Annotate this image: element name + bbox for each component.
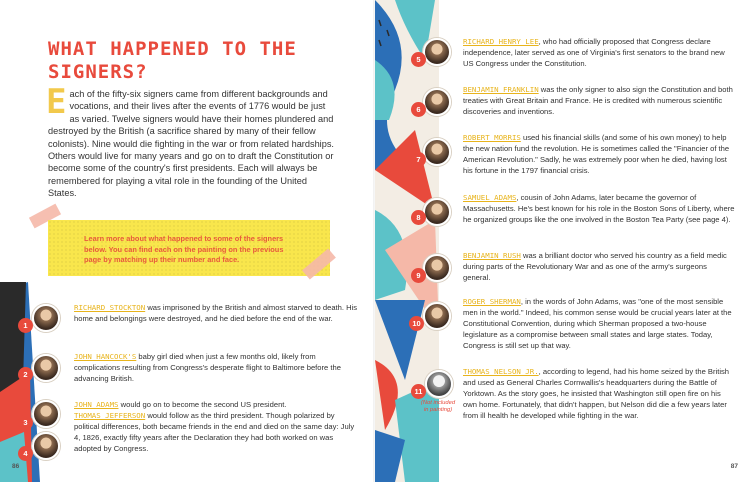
portrait <box>423 198 451 226</box>
number-badge: 3 <box>18 415 33 430</box>
signer-name: ROGER SHERMAN <box>463 297 521 306</box>
intro-text: ach of the fifty-six signers came from different backgrounds and vocations, and their lives after the events of 1776 would be just as varied. Twelve signers would have their homes plundered and destroyed by the British (a sacrifice shared by many of their fellow colonists). Nine would die fighting in the war or from related hardships. Others would live for many years and go on to draft the Constitution or become some of the country's first presidents. Each will always be remembered for playing a vital role in the founding of the United States. <box>48 89 334 199</box>
signer-name: THOMAS JEFFERSON <box>74 411 146 420</box>
signer-name: ROBERT MORRIS <box>463 133 521 142</box>
not-included-caption: (Not included in painting) <box>420 400 456 413</box>
entry-text: THOMAS NELSON JR., according to legend, had his home seized by the British and used as General Charles Cornwallis's headquarters during the Battle of Yorktown. As the story goes, he insisted that Washington still open fire on his own home. Fortunately, that didn't happen, but Nelson did die a few years later from ill health he developed while fighting in the war. <box>463 367 730 420</box>
portrait <box>423 302 451 330</box>
entry-text: RICHARD HENRY LEE, who had officially proposed that Congress declare independence, later served as one of Virginia's first senators to the brand new US Congress under the Constitution. <box>463 37 725 68</box>
signer-name: THOMAS NELSON JR. <box>463 367 539 376</box>
portrait <box>423 88 451 116</box>
entry-text: ROGER SHERMAN, in the words of John Adams, was "one of the most sensible men in the world." Indeed, his common sense would be crucial years later at the Constitutional Convention, during which Sherman proposed a two-house legislature as a compromise between small states and large states. Today, Congress is still set up that way. <box>463 297 732 350</box>
signer-name: BENJAMIN FRANKLIN <box>463 85 539 94</box>
right-page <box>375 0 750 482</box>
portrait <box>423 138 451 166</box>
entry-text: JOHN ADAMS would go on to become the second US president. THOMAS JEFFERSON would follow as the third president. Though polarized by political differences, both became friends in the end and died on the same day: July 4, 1826, exactly fifty years after the Declaration they had both worked on was adopted by Congress. <box>74 400 355 453</box>
page-title: WHAT HAPPENED TO THE SIGNERS? <box>48 38 297 83</box>
portrait <box>32 432 60 460</box>
number-badge: 4 <box>18 446 33 461</box>
entry-text: ROBERT MORRIS used his financial skills (and some of his own money) to help the new nation fund the revolution. He is sometimes called the "Financier of the American Revolution." Sadly, he was extremely poor when he died, having lost his fortune in the 1797 financial crisis. <box>463 133 730 175</box>
portrait <box>425 370 453 398</box>
portrait <box>32 304 60 332</box>
signer-name: JOHN HANCOCK'S <box>74 352 137 361</box>
page-number: 86 <box>12 463 20 470</box>
entry-text: BENJAMIN RUSH was a brilliant doctor who served his country as a field medic during parts of the Revolutionary War and as one of the army's surgeons general. <box>463 251 727 282</box>
number-badge: 2 <box>18 367 33 382</box>
signer-name: BENJAMIN RUSH <box>463 251 521 260</box>
signer-name: SAMUEL ADAMS <box>463 193 517 202</box>
drop-cap: E <box>46 82 67 122</box>
number-badge: 7 <box>411 152 426 167</box>
number-badge: 8 <box>411 210 426 225</box>
portrait <box>423 38 451 66</box>
portrait <box>32 400 60 428</box>
entry-text: SAMUEL ADAMS, cousin of John Adams, later became the governor of Massachusetts. He's best known for his role in the Boston Sons of Liberty, where he organized groups like the one involved in the Boston Tea Party (see page 4). <box>463 193 735 224</box>
info-note <box>48 220 330 276</box>
number-badge: 11 <box>411 384 426 399</box>
note-text: Learn more about what happened to some of the signers below. You can find each on the painting on the previous page by matching up their number and face. <box>84 234 284 264</box>
number-badge: 1 <box>18 318 33 333</box>
portrait <box>423 254 451 282</box>
number-badge: 9 <box>411 268 426 283</box>
signer-name: RICHARD STOCKTON <box>74 303 146 312</box>
entry-text: JOHN HANCOCK'S baby girl died when just a few months old, likely from complications resulting from Congress's desperate flight to Baltimore before the advancing British. <box>74 352 341 383</box>
intro-paragraph <box>46 82 336 200</box>
entry-text: RICHARD STOCKTON was imprisoned by the British and almost starved to death. His home and belongings were destroyed, and he died before the end of the war. <box>74 303 358 323</box>
number-badge: 10 <box>409 316 424 331</box>
entry-text: BENJAMIN FRANKLIN was the only signer to also sign the Constitution and both treaties with Great Britain and France. He is credited with numerous scientific discoveries and inventions. <box>463 85 733 116</box>
page-number: 87 <box>730 463 738 470</box>
number-badge: 6 <box>411 102 426 117</box>
number-badge: 5 <box>411 52 426 67</box>
signer-name: JOHN ADAMS <box>74 400 119 409</box>
signer-name: RICHARD HENRY LEE <box>463 37 539 46</box>
portrait <box>32 354 60 382</box>
